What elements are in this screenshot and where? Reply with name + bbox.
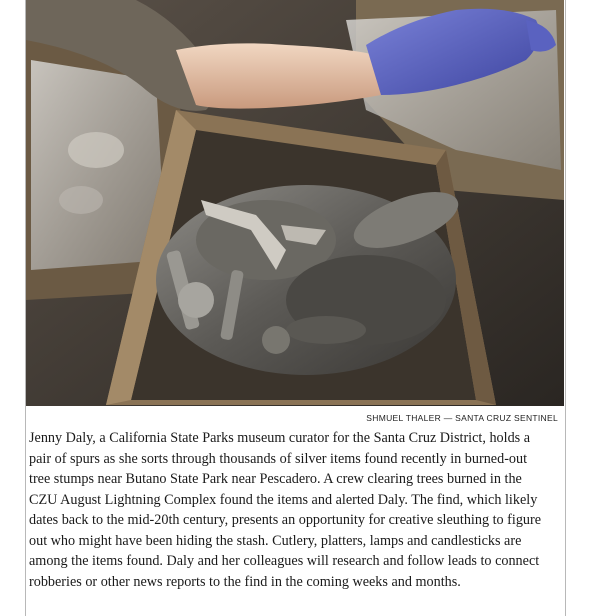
photo-caption (29, 428, 561, 592)
news-photo (26, 0, 564, 406)
caption-line: pair of spurs as she sorts through thousands of silver items found recently in burned-out (29, 450, 528, 467)
photo-illustration (26, 0, 564, 406)
arm (176, 43, 381, 108)
caption-line: tree stumps near Butano State Park near Pescadero. A crew clearing trees burned in the (29, 471, 522, 487)
caption-line: out who might have been hiding the stash. Cutlery, platters, lamps and candlesticks are (29, 532, 522, 549)
column-rule-right (565, 0, 566, 616)
photo-credit: SHMUEL THALER — SANTA CRUZ SENTINEL (366, 413, 558, 423)
caption-line: robberies or other news reports to the find in the coming weeks and months. (29, 573, 461, 590)
caption-line: CZU August Lightning Complex found the items and alerted Daly. The find, which likely (29, 491, 538, 508)
caption-line: Jenny Daly, a California State Parks museum curator for the Santa Cruz District, holds a (29, 430, 531, 446)
caption-line: dates back to the mid-20th century, presents an opportunity for creative sleuthing to figure (29, 512, 542, 528)
caption-line: among the items found. Daly and her colleagues will research and follow leads to connect (29, 553, 540, 569)
